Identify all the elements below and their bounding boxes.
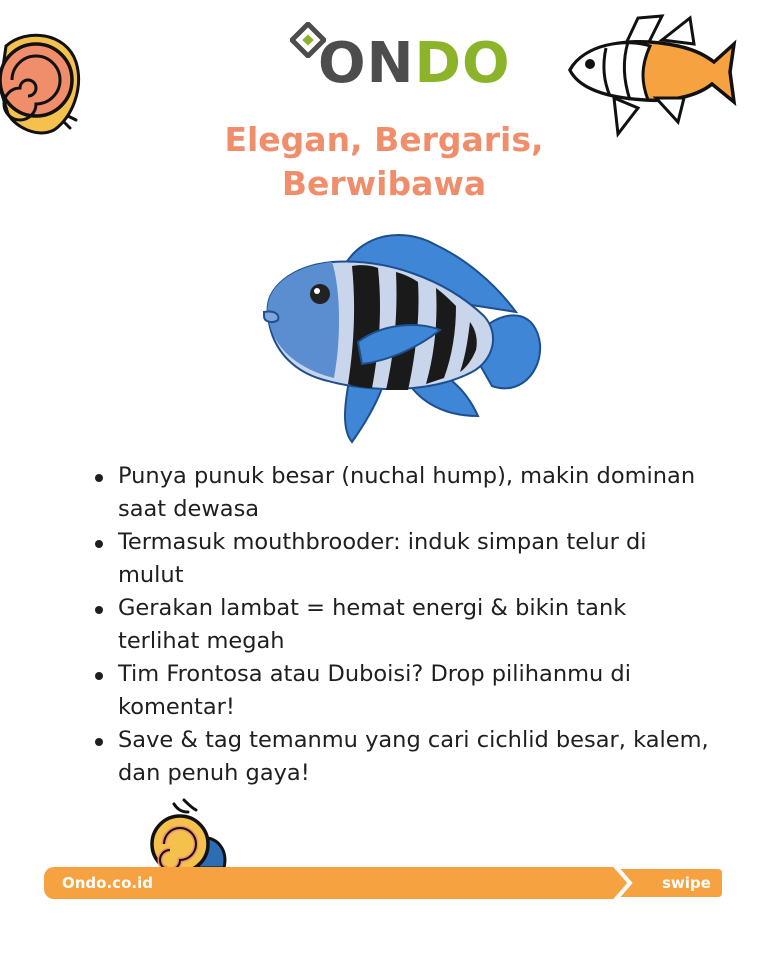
logo-wordmark bbox=[318, 31, 511, 96]
footer-website[interactable]: Ondo.co.id bbox=[62, 874, 153, 892]
logo-do: DO bbox=[414, 31, 511, 96]
frontosa-fish-illustration bbox=[254, 226, 544, 448]
title-line-2: Berwibawa bbox=[281, 164, 487, 203]
logo-on: ON bbox=[318, 31, 415, 96]
snail-small-icon bbox=[144, 798, 234, 870]
list-item: Save & tag temanmu yang cari cichlid besar, kalem, dan penuh gaya! bbox=[92, 724, 712, 790]
feature-list bbox=[92, 460, 712, 790]
swipe-button-label[interactable]: swipe bbox=[662, 874, 711, 892]
list-item: Punya punuk besar (nuchal hump), makin dominan saat dewasa bbox=[92, 460, 712, 526]
list-item: Tim Frontosa atau Duboisi? Drop pilihanmu di komentar! bbox=[92, 658, 712, 724]
title-line-1: Elegan, Bergaris, bbox=[224, 120, 544, 159]
list-item: Gerakan lambat = hemat energi & bikin tank terlihat megah bbox=[92, 592, 712, 658]
list-item: Termasuk mouthbrooder: induk simpan telur di mulut bbox=[92, 526, 712, 592]
ondo-logo bbox=[290, 18, 511, 102]
page-title bbox=[0, 118, 768, 206]
